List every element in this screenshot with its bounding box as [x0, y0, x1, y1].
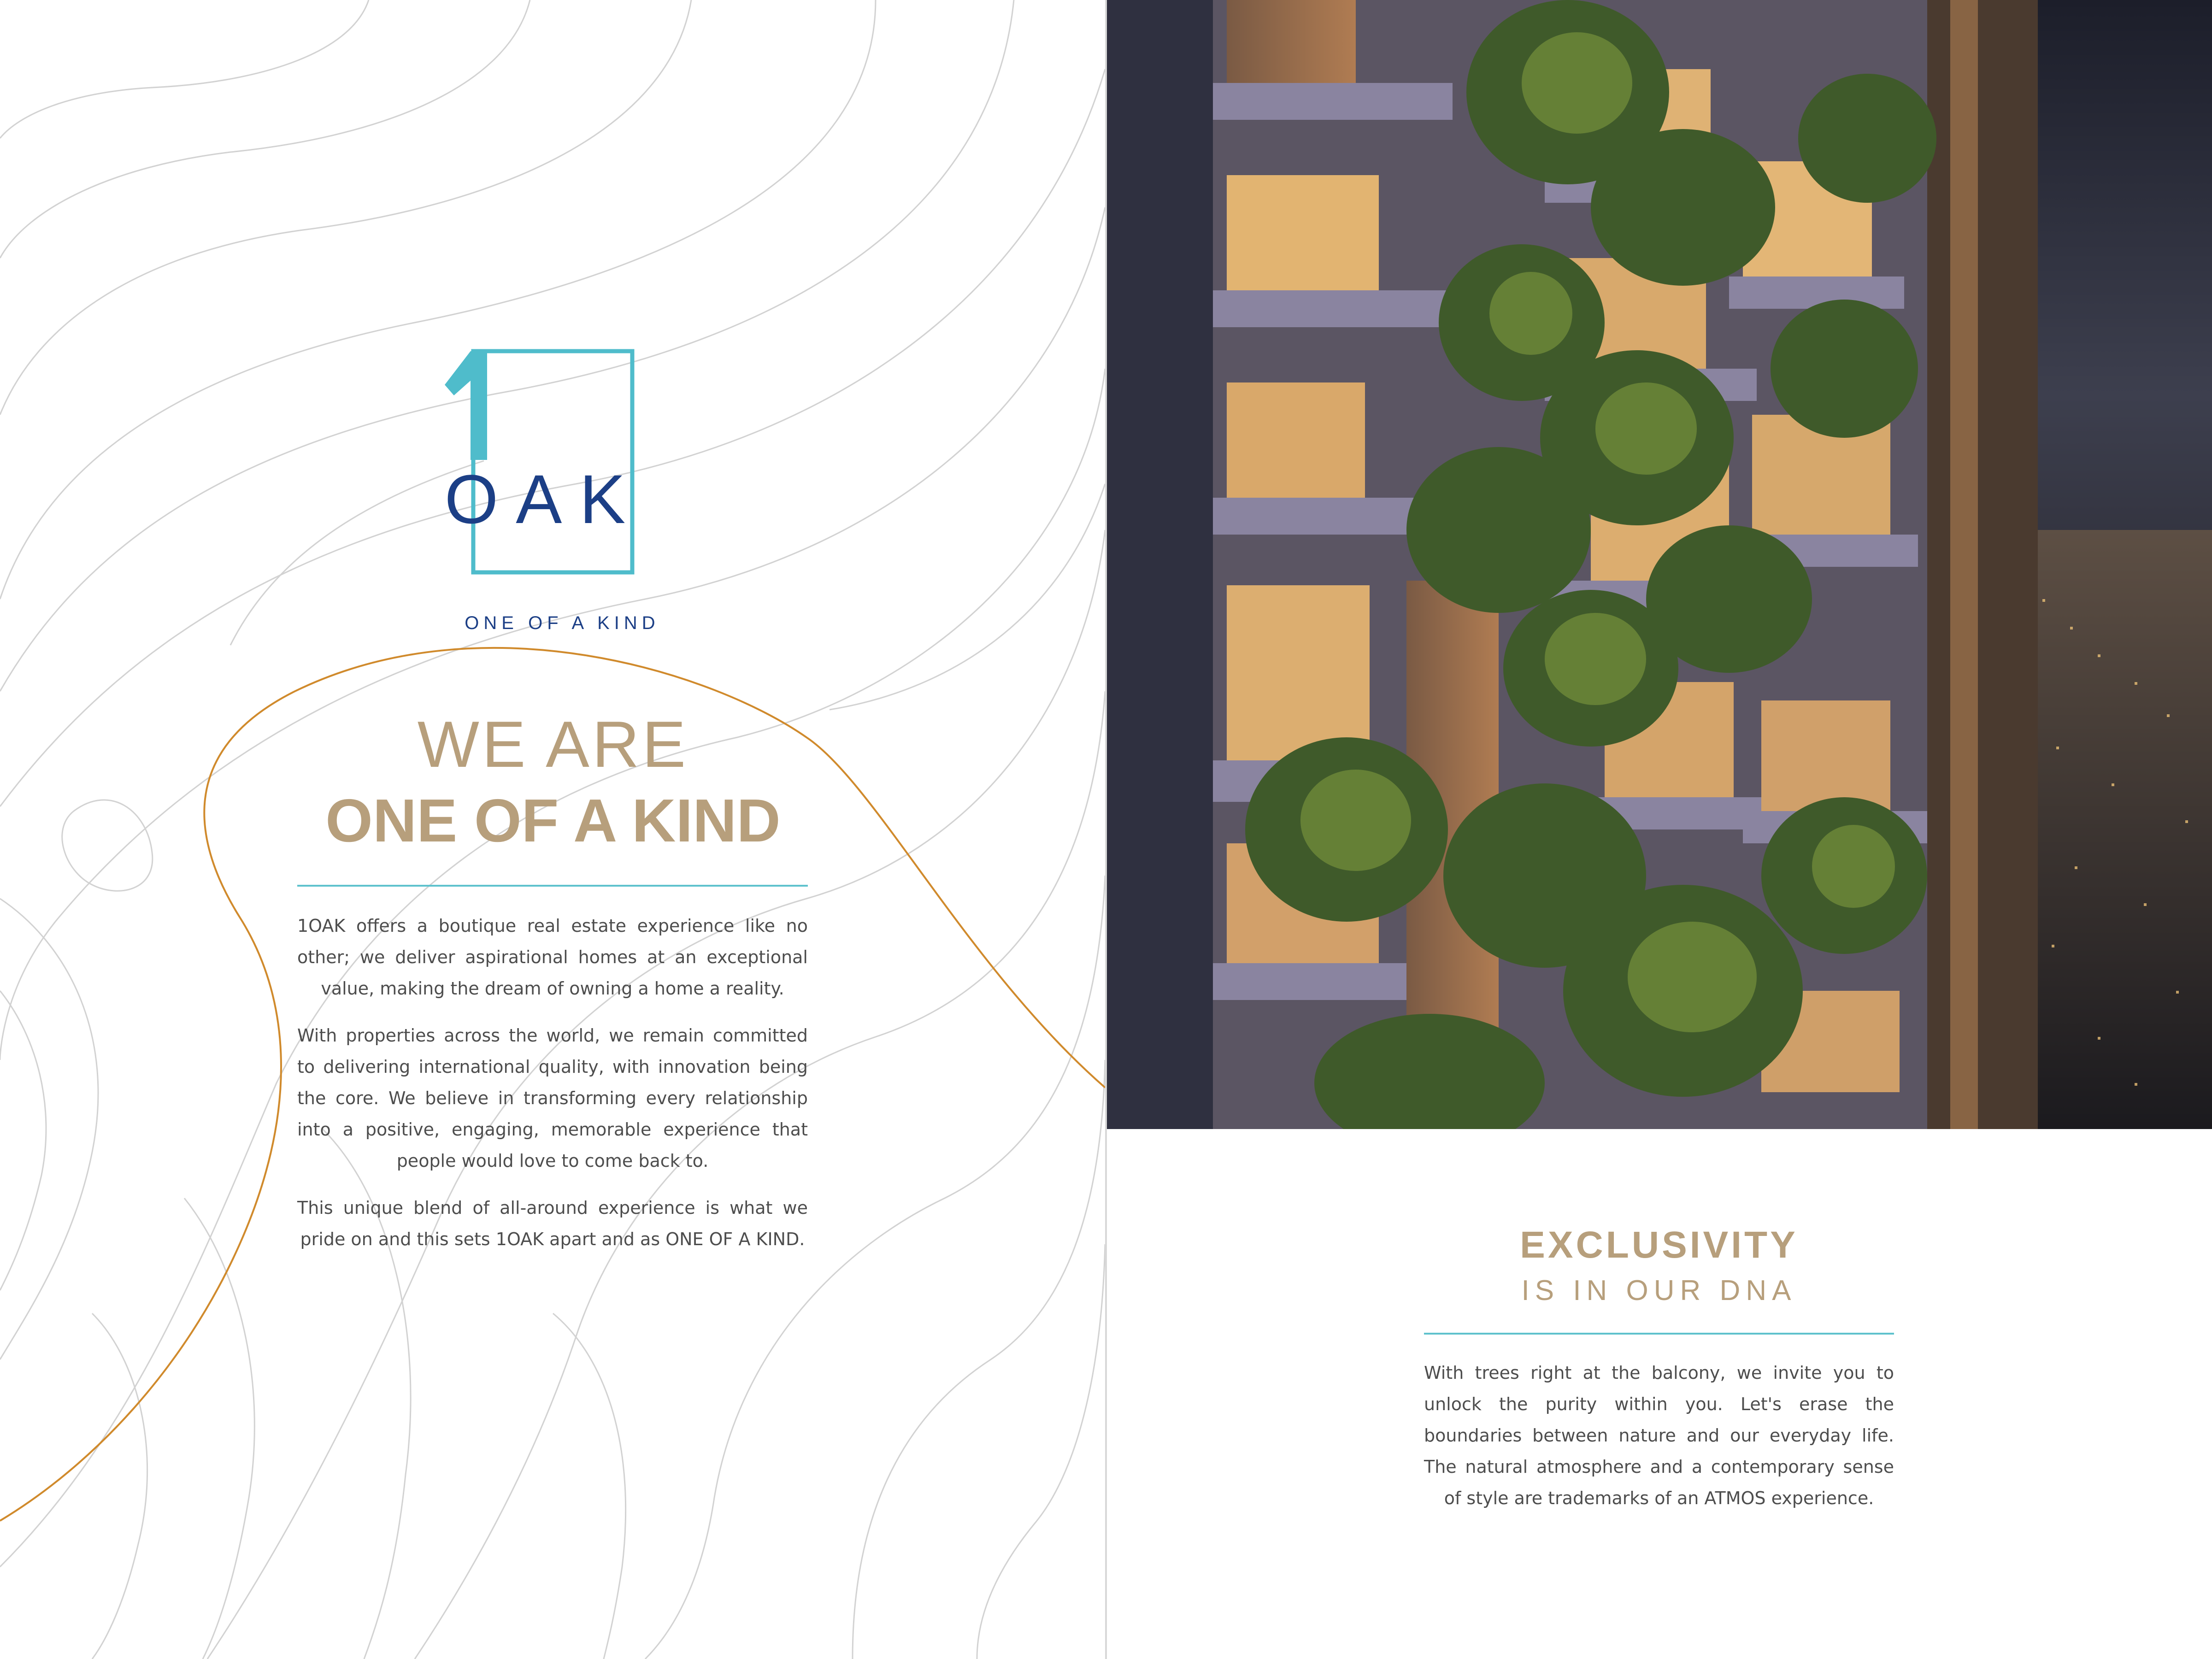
intro-paragraph-1: 1OAK offers a boutique real estate experience like no other; we deliver aspirational homes at an exceptional value, making the dream of owning a home a reality.: [297, 916, 808, 999]
exclusivity-subheading: IS IN OUR DNA: [1521, 1275, 1797, 1306]
headline-one-of-a-kind: ONE OF A KIND: [325, 787, 781, 854]
exclusivity-heading: EXCLUSIVITY: [1520, 1224, 1798, 1266]
left-page: [0, 0, 1105, 1659]
intro-paragraph-2: With properties across the world, we remain committed to delivering international quality, with innovation being the core. We believe in transforming every relationship into a positive, engaging, memorable experience that people would love to come back to.: [297, 1025, 808, 1171]
headline-we-are: WE ARE: [417, 708, 689, 781]
teal-divider-right: [1424, 1333, 1894, 1335]
right-page: [1107, 0, 2212, 1659]
tower-night-photo: [1107, 0, 2212, 1129]
logo-wordmark: [442, 460, 645, 538]
tagline: ONE OF A KIND: [465, 613, 660, 633]
intro-paragraph-3: This unique blend of all-around experience is what we pride on and this sets 1OAK apart and as ONE OF A KIND.: [297, 1198, 808, 1249]
teal-divider: [297, 885, 808, 887]
exclusivity-body-text: With trees right at the balcony, we invite you to unlock the purity within you. Let's erase the boundaries between nature and our everyday life. The natural atmosphere and a contemporary sense of style are trademarks of an ATMOS experience.: [1424, 1363, 1894, 1508]
intro-body-text: [297, 910, 808, 1271]
logo-word: OAK: [444, 460, 643, 538]
